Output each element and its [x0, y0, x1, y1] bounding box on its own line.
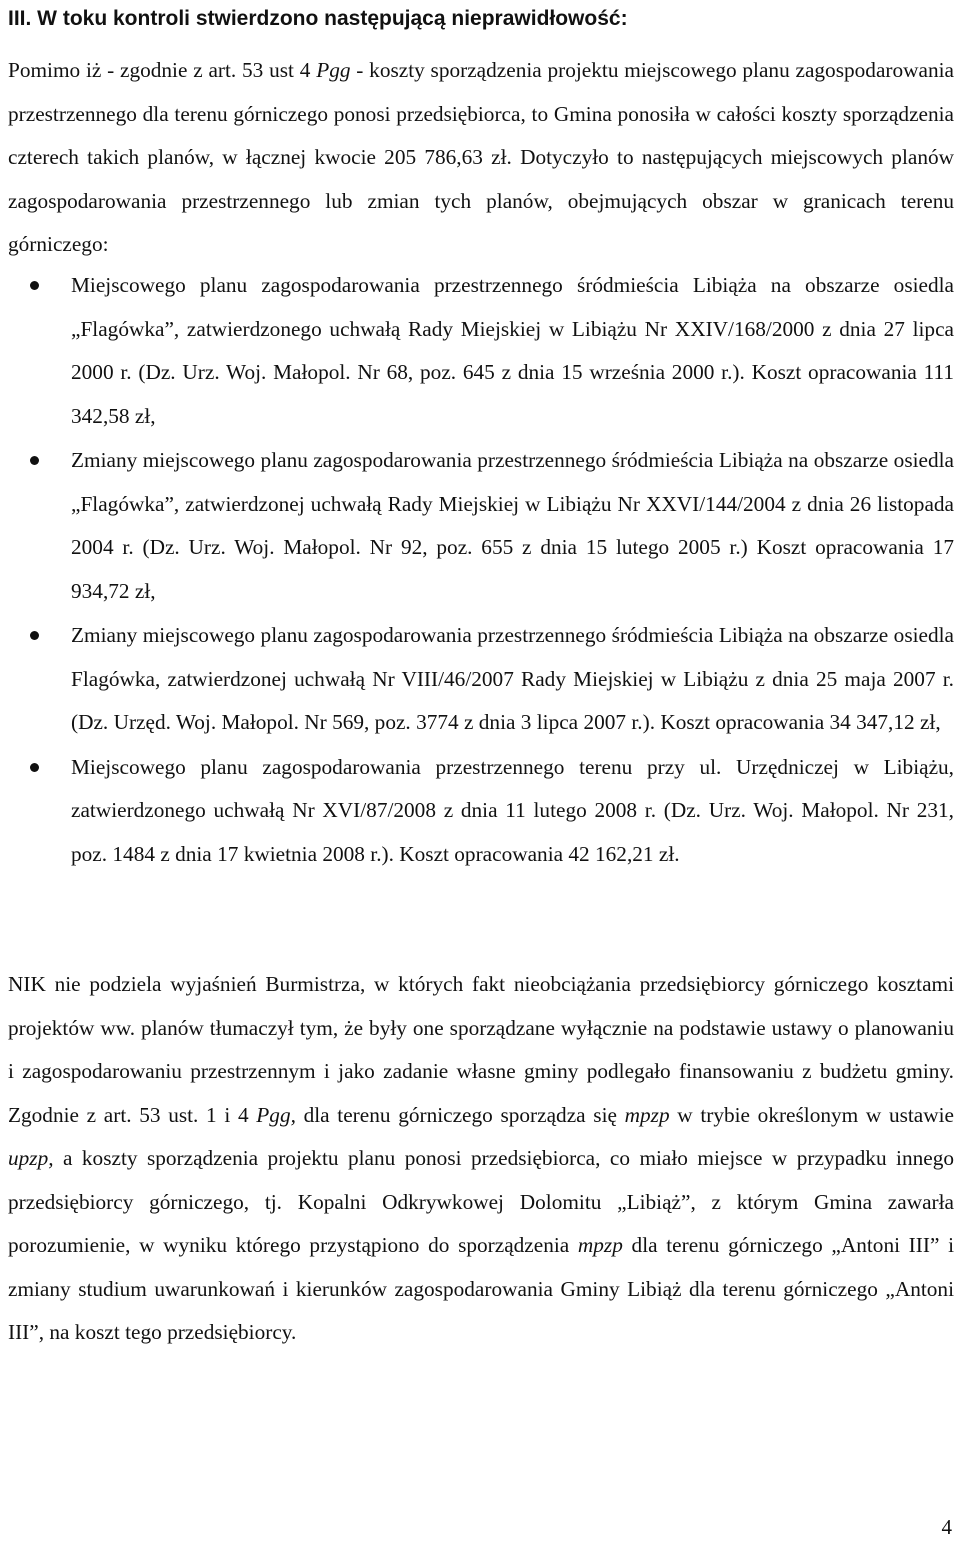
plan-text: Zmiany miejscowego planu zagospodarowania przestrzennego śródmieścia Libiąża na obszarze osiedla Flagówka, zatwierdzonej uchwałą Nr VIII/46/2007 Rady Miejskiej w Libiążu z dnia 25 maja 2007 r. (Dz. Urzęd. Woj. Małopol. Nr 569, poz. 3774 z dnia 3 lipca 2007 r.). Koszt opracowania 34 347,12 zł, [71, 623, 954, 734]
assessment-text-3: w trybie określonym w ustawie [669, 1102, 955, 1127]
section-heading: III. W toku kontroli stwierdzono następującą nieprawidłowość: [8, 7, 628, 30]
mpzp-term: mpzp [624, 1102, 670, 1127]
list-item [8, 614, 954, 745]
plan-text: Miejscowego planu zagospodarowania przestrzennego śródmieścia Libiąża na obszarze osiedla „Flagówka”, zatwierdzonego uchwałą Rady Miejskiej w Libiążu Nr XXIV/168/2000 z dnia 27 lipca 2000 r. (Dz. Urz. Woj. Małopol. Nr 68, poz. 645 z dnia 15 września 2000 r.). Koszt opracowania 111 342,58 zł, [71, 273, 954, 428]
list-item [8, 439, 954, 613]
bullet-icon [30, 456, 39, 465]
pgg-term: Pgg [316, 58, 351, 82]
bullet-icon [30, 631, 39, 640]
assessment-text-2: dla terenu górniczego sporządza się [295, 1102, 625, 1127]
plan-text: Zmiany miejscowego planu zagospodarowania przestrzennego śródmieścia Libiąża na obszarze osiedla „Flagówka”, zatwierdzonej uchwałą Rady Miejskiej w Libiążu Nr XXVI/144/2004 z dnia 26 listopada 2004 r. (Dz. Urz. Woj. Małopol. Nr 92, poz. 655 z dnia 15 lutego 2005 r.) Koszt opracowania 17 934,72 zł, [71, 448, 954, 603]
nik-assessment-paragraph [8, 963, 954, 1355]
intro-text-2: - koszty sporządzenia projektu miejscowego planu zagospodarowania przestrzennego dla terenu górniczego ponosi przedsiębiorca, to Gmina ponosiła w całości koszty sporządzenia czterech takich planów, w łącznej kwocie 205 786,63 zł. Dotyczyło to następujących miejscowych planów zagospodarowania przestrzennego lub zmian tych planów, obejmujących obszar w granicach terenu górniczego: [8, 58, 954, 256]
pgg-term: Pgg, [256, 1102, 296, 1127]
assessment-text-5: dla terenu górniczego „Antoni III” i zmiany studium uwarunkowań i kierunków zagospodarowania Gminy Libiąż dla terenu górniczego „Antoni III”, na koszt tego przedsiębiorcy. [8, 1233, 954, 1344]
mpzp-term: mpzp [577, 1233, 623, 1257]
list-item [8, 746, 954, 877]
intro-text-1: Pomimo iż - zgodnie z art. 53 ust 4 [8, 58, 317, 82]
plan-text: Miejscowego planu zagospodarowania przestrzennego terenu przy ul. Urzędniczej w Libiążu, zatwierdzonego uchwałą Nr XVI/87/2008 z dnia 11 lutego 2008 r. (Dz. Urz. Woj. Małopol. Nr 231, poz. 1484 z dnia 17 kwietnia 2008 r.). Koszt opracowania 42 162,21 zł. [71, 754, 954, 866]
page-number: 4 [941, 1515, 952, 1539]
plans-list [8, 264, 954, 876]
list-item [8, 264, 954, 438]
assessment-text-4: a koszty sporządzenia projektu planu ponosi przedsiębiorca, co miało miejsce w przypadku innego przedsiębiorcy górniczego, tj. Kopalni Odkrywkowej Dolomitu „Libiąż”, z którym Gmina zawarła porozumienie, w wyniku którego przystąpiono do sporządzenia [8, 1146, 954, 1257]
intro-paragraph [8, 49, 954, 267]
upzp-term: upzp, [8, 1146, 54, 1170]
assessment-text-1: NIK nie podziela wyjaśnień Burmistrza, w których fakt nieobciążania przedsiębiorcy górniczego kosztami projektów ww. planów tłumaczył tym, że były one sporządzane wyłącznie na podstawie ustawy o planowaniu i zagospodarowaniu przestrzennym i jako zadanie własne gminy podlegało finansowaniu z budżetu gminy. Zgodnie z art. 53 ust. 1 i 4 [8, 972, 954, 1127]
bullet-icon [30, 763, 39, 772]
bullet-icon [30, 281, 39, 290]
